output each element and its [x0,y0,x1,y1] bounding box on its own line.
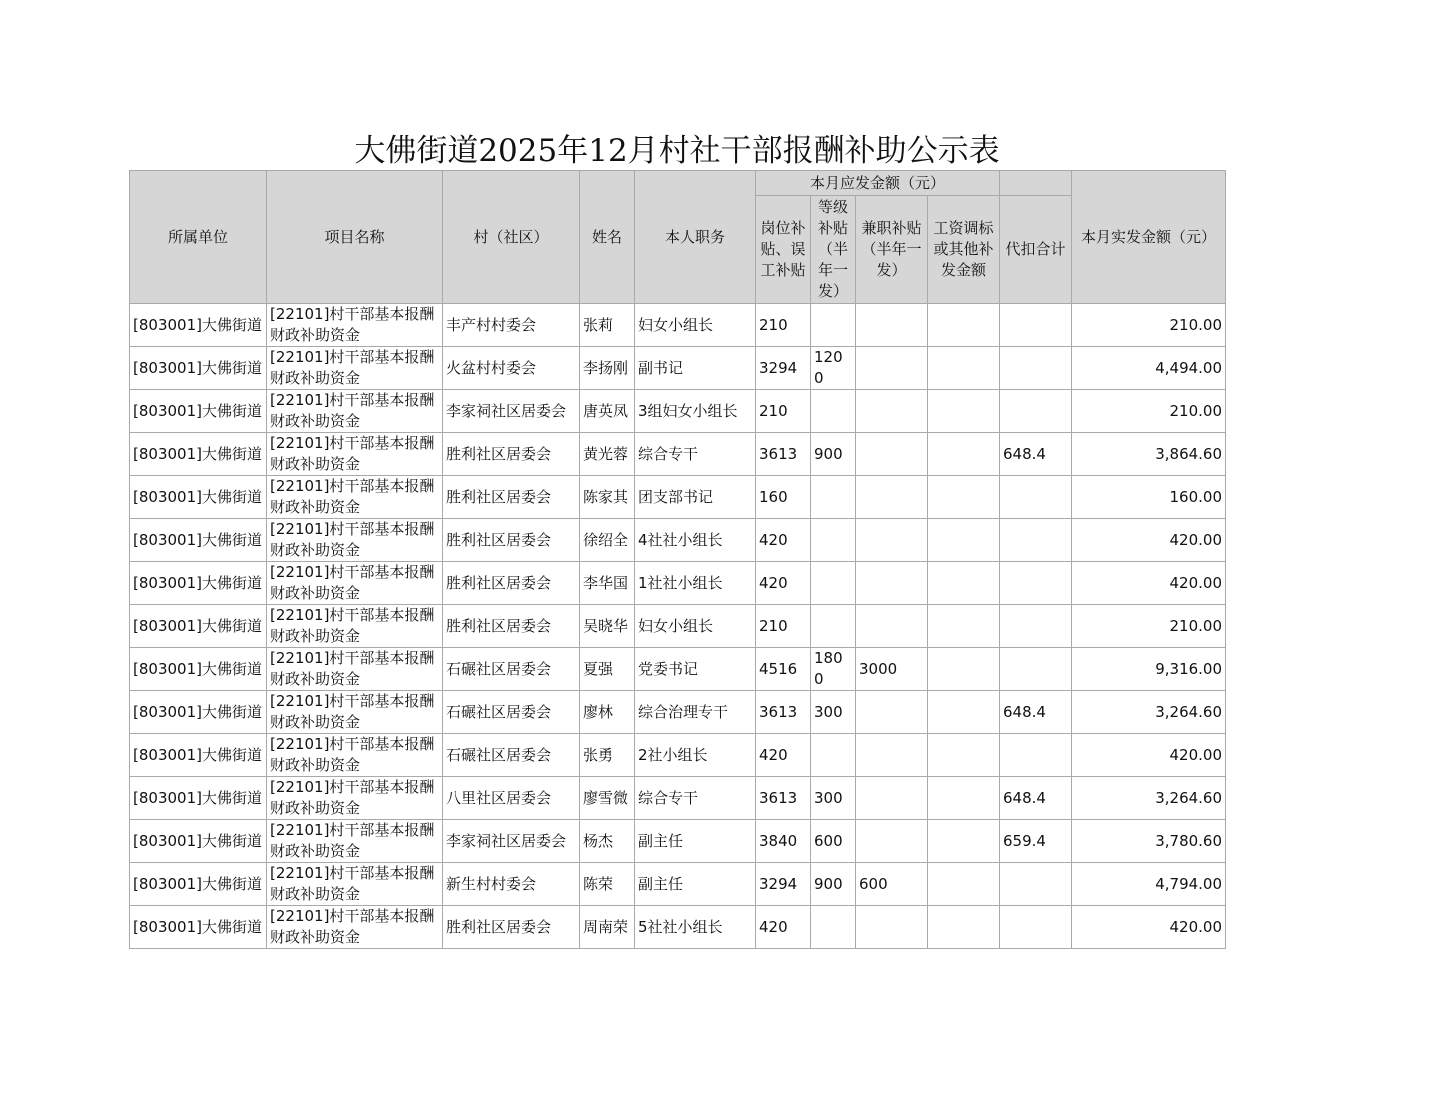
cell-unit: [803001]大佛街道 [130,304,267,347]
table-row [130,906,1226,949]
cell-grade-allowance: 1800 [811,648,856,691]
header-name: 姓名 [580,171,635,304]
header-post-allowance: 岗位补贴、误工补贴 [756,196,811,304]
cell-project: [22101]村干部基本报酬财政补助资金 [267,390,443,433]
cell-actual: 420.00 [1072,519,1226,562]
cell-deduction [1000,562,1072,605]
cell-actual: 3,864.60 [1072,433,1226,476]
header-unit: 所属单位 [130,171,267,304]
cell-village: 石碾社区居委会 [443,734,580,777]
cell-post-allowance: 420 [756,734,811,777]
cell-deduction [1000,863,1072,906]
cell-actual: 9,316.00 [1072,648,1226,691]
cell-unit: [803001]大佛街道 [130,519,267,562]
cell-village: 新生村村委会 [443,863,580,906]
cell-name: 张莉 [580,304,635,347]
table-row [130,734,1226,777]
cell-grade-allowance: 900 [811,863,856,906]
cell-project: [22101]村干部基本报酬财政补助资金 [267,734,443,777]
cell-position: 1社社小组长 [635,562,756,605]
cell-grade-allowance [811,390,856,433]
cell-project: [22101]村干部基本报酬财政补助资金 [267,433,443,476]
cell-post-allowance: 3294 [756,863,811,906]
cell-village: 石碾社区居委会 [443,648,580,691]
cell-grade-allowance [811,562,856,605]
cell-grade-allowance: 300 [811,777,856,820]
cell-position: 2社小组长 [635,734,756,777]
cell-name: 唐英凤 [580,390,635,433]
cell-project: [22101]村干部基本报酬财政补助资金 [267,863,443,906]
cell-post-allowance: 160 [756,476,811,519]
cell-position: 党委书记 [635,648,756,691]
cell-salary-adjust [928,820,1000,863]
cell-part-time-allowance [856,734,928,777]
cell-village: 胜利社区居委会 [443,433,580,476]
header-group-blank [1000,171,1072,196]
cell-part-time-allowance [856,433,928,476]
cell-part-time-allowance [856,820,928,863]
header-village: 村（社区） [443,171,580,304]
cell-post-allowance: 420 [756,519,811,562]
cell-village: 胜利社区居委会 [443,476,580,519]
cell-grade-allowance: 1200 [811,347,856,390]
cell-salary-adjust [928,347,1000,390]
cell-actual: 420.00 [1072,906,1226,949]
cell-deduction: 659.4 [1000,820,1072,863]
cell-name: 吴晓华 [580,605,635,648]
cell-salary-adjust [928,777,1000,820]
cell-deduction [1000,390,1072,433]
cell-post-allowance: 3613 [756,691,811,734]
cell-name: 李华国 [580,562,635,605]
cell-post-allowance: 3840 [756,820,811,863]
cell-post-allowance: 3613 [756,433,811,476]
cell-position: 副书记 [635,347,756,390]
cell-actual: 3,264.60 [1072,691,1226,734]
cell-project: [22101]村干部基本报酬财政补助资金 [267,304,443,347]
cell-actual: 4,494.00 [1072,347,1226,390]
cell-position: 综合专干 [635,777,756,820]
cell-grade-allowance: 300 [811,691,856,734]
cell-village: 胜利社区居委会 [443,519,580,562]
cell-deduction [1000,906,1072,949]
header-actual: 本月实发金额（元） [1072,171,1226,304]
cell-post-allowance: 210 [756,304,811,347]
cell-deduction [1000,304,1072,347]
cell-village: 八里社区居委会 [443,777,580,820]
cell-project: [22101]村干部基本报酬财政补助资金 [267,820,443,863]
cell-unit: [803001]大佛街道 [130,605,267,648]
cell-deduction: 648.4 [1000,777,1072,820]
table-row [130,562,1226,605]
cell-village: 胜利社区居委会 [443,562,580,605]
cell-unit: [803001]大佛街道 [130,777,267,820]
cell-deduction [1000,519,1072,562]
table-row [130,777,1226,820]
cell-position: 综合专干 [635,433,756,476]
cell-unit: [803001]大佛街道 [130,347,267,390]
header-salary-adjust: 工资调标或其他补发金额 [928,196,1000,304]
cell-part-time-allowance [856,519,928,562]
cell-name: 李扬刚 [580,347,635,390]
table-body [130,304,1226,949]
cell-position: 副主任 [635,820,756,863]
cell-project: [22101]村干部基本报酬财政补助资金 [267,519,443,562]
cell-actual: 3,264.60 [1072,777,1226,820]
cell-salary-adjust [928,605,1000,648]
cell-deduction: 648.4 [1000,433,1072,476]
header-group-payable: 本月应发金额（元） [756,171,1000,196]
cell-name: 黄光蓉 [580,433,635,476]
header-position: 本人职务 [635,171,756,304]
cell-actual: 210.00 [1072,390,1226,433]
cell-position: 副主任 [635,863,756,906]
cell-name: 廖雪微 [580,777,635,820]
table-row [130,476,1226,519]
cell-salary-adjust [928,863,1000,906]
cell-unit: [803001]大佛街道 [130,863,267,906]
cell-part-time-allowance [856,562,928,605]
header-grade-allowance: 等级补贴（半年一发） [811,196,856,304]
cell-position: 综合治理专干 [635,691,756,734]
cell-grade-allowance [811,519,856,562]
cell-part-time-allowance: 600 [856,863,928,906]
subsidy-table [129,170,1226,949]
cell-grade-allowance: 900 [811,433,856,476]
cell-unit: [803001]大佛街道 [130,476,267,519]
cell-project: [22101]村干部基本报酬财政补助资金 [267,648,443,691]
cell-grade-allowance [811,605,856,648]
cell-position: 妇女小组长 [635,304,756,347]
cell-salary-adjust [928,390,1000,433]
cell-position: 3组妇女小组长 [635,390,756,433]
cell-grade-allowance [811,734,856,777]
header-project: 项目名称 [267,171,443,304]
page-title: 大佛街道2025年12月村社干部报酬补助公示表 [354,133,1000,169]
cell-deduction [1000,347,1072,390]
cell-position: 团支部书记 [635,476,756,519]
table-row [130,863,1226,906]
cell-post-allowance: 420 [756,906,811,949]
cell-actual: 210.00 [1072,304,1226,347]
cell-salary-adjust [928,691,1000,734]
cell-part-time-allowance [856,605,928,648]
cell-unit: [803001]大佛街道 [130,906,267,949]
cell-grade-allowance [811,906,856,949]
cell-part-time-allowance: 3000 [856,648,928,691]
cell-salary-adjust [928,433,1000,476]
cell-name: 夏强 [580,648,635,691]
table-row [130,433,1226,476]
cell-project: [22101]村干部基本报酬财政补助资金 [267,347,443,390]
cell-village: 石碾社区居委会 [443,691,580,734]
cell-salary-adjust [928,648,1000,691]
cell-part-time-allowance [856,906,928,949]
cell-post-allowance: 4516 [756,648,811,691]
cell-name: 廖林 [580,691,635,734]
cell-grade-allowance [811,304,856,347]
cell-village: 火盆村村委会 [443,347,580,390]
cell-salary-adjust [928,304,1000,347]
cell-salary-adjust [928,562,1000,605]
cell-project: [22101]村干部基本报酬财政补助资金 [267,777,443,820]
cell-name: 周南荣 [580,906,635,949]
cell-post-allowance: 210 [756,605,811,648]
header-part-time-allowance: 兼职补贴（半年一发） [856,196,928,304]
cell-post-allowance: 3294 [756,347,811,390]
table-row [130,605,1226,648]
cell-actual: 160.00 [1072,476,1226,519]
cell-post-allowance: 420 [756,562,811,605]
cell-part-time-allowance [856,347,928,390]
cell-post-allowance: 210 [756,390,811,433]
cell-unit: [803001]大佛街道 [130,820,267,863]
cell-part-time-allowance [856,691,928,734]
cell-position: 5社社小组长 [635,906,756,949]
cell-deduction [1000,605,1072,648]
cell-project: [22101]村干部基本报酬财政补助资金 [267,476,443,519]
cell-unit: [803001]大佛街道 [130,648,267,691]
cell-name: 张勇 [580,734,635,777]
cell-salary-adjust [928,519,1000,562]
table-row [130,304,1226,347]
cell-salary-adjust [928,476,1000,519]
table-row [130,648,1226,691]
cell-village: 胜利社区居委会 [443,605,580,648]
cell-unit: [803001]大佛街道 [130,390,267,433]
cell-village: 李家祠社区居委会 [443,390,580,433]
cell-village: 丰产村村委会 [443,304,580,347]
cell-project: [22101]村干部基本报酬财政补助资金 [267,906,443,949]
cell-part-time-allowance [856,777,928,820]
cell-part-time-allowance [856,476,928,519]
cell-deduction [1000,734,1072,777]
cell-actual: 4,794.00 [1072,863,1226,906]
cell-salary-adjust [928,734,1000,777]
header-deduction: 代扣合计 [1000,196,1072,304]
cell-actual: 3,780.60 [1072,820,1226,863]
cell-actual: 420.00 [1072,734,1226,777]
cell-part-time-allowance [856,304,928,347]
table-row [130,519,1226,562]
cell-grade-allowance: 600 [811,820,856,863]
cell-grade-allowance [811,476,856,519]
cell-position: 妇女小组长 [635,605,756,648]
cell-project: [22101]村干部基本报酬财政补助资金 [267,605,443,648]
cell-village: 李家祠社区居委会 [443,820,580,863]
cell-deduction [1000,648,1072,691]
cell-actual: 420.00 [1072,562,1226,605]
cell-project: [22101]村干部基本报酬财政补助资金 [267,691,443,734]
cell-deduction [1000,476,1072,519]
cell-name: 杨杰 [580,820,635,863]
cell-part-time-allowance [856,390,928,433]
table-row [130,691,1226,734]
cell-post-allowance: 3613 [756,777,811,820]
cell-village: 胜利社区居委会 [443,906,580,949]
cell-unit: [803001]大佛街道 [130,734,267,777]
cell-name: 陈家其 [580,476,635,519]
table-row [130,390,1226,433]
table-row [130,347,1226,390]
cell-actual: 210.00 [1072,605,1226,648]
cell-unit: [803001]大佛街道 [130,691,267,734]
cell-name: 陈荣 [580,863,635,906]
cell-unit: [803001]大佛街道 [130,433,267,476]
cell-project: [22101]村干部基本报酬财政补助资金 [267,562,443,605]
cell-position: 4社社小组长 [635,519,756,562]
cell-name: 徐绍全 [580,519,635,562]
table-row [130,820,1226,863]
cell-unit: [803001]大佛街道 [130,562,267,605]
cell-deduction: 648.4 [1000,691,1072,734]
cell-salary-adjust [928,906,1000,949]
